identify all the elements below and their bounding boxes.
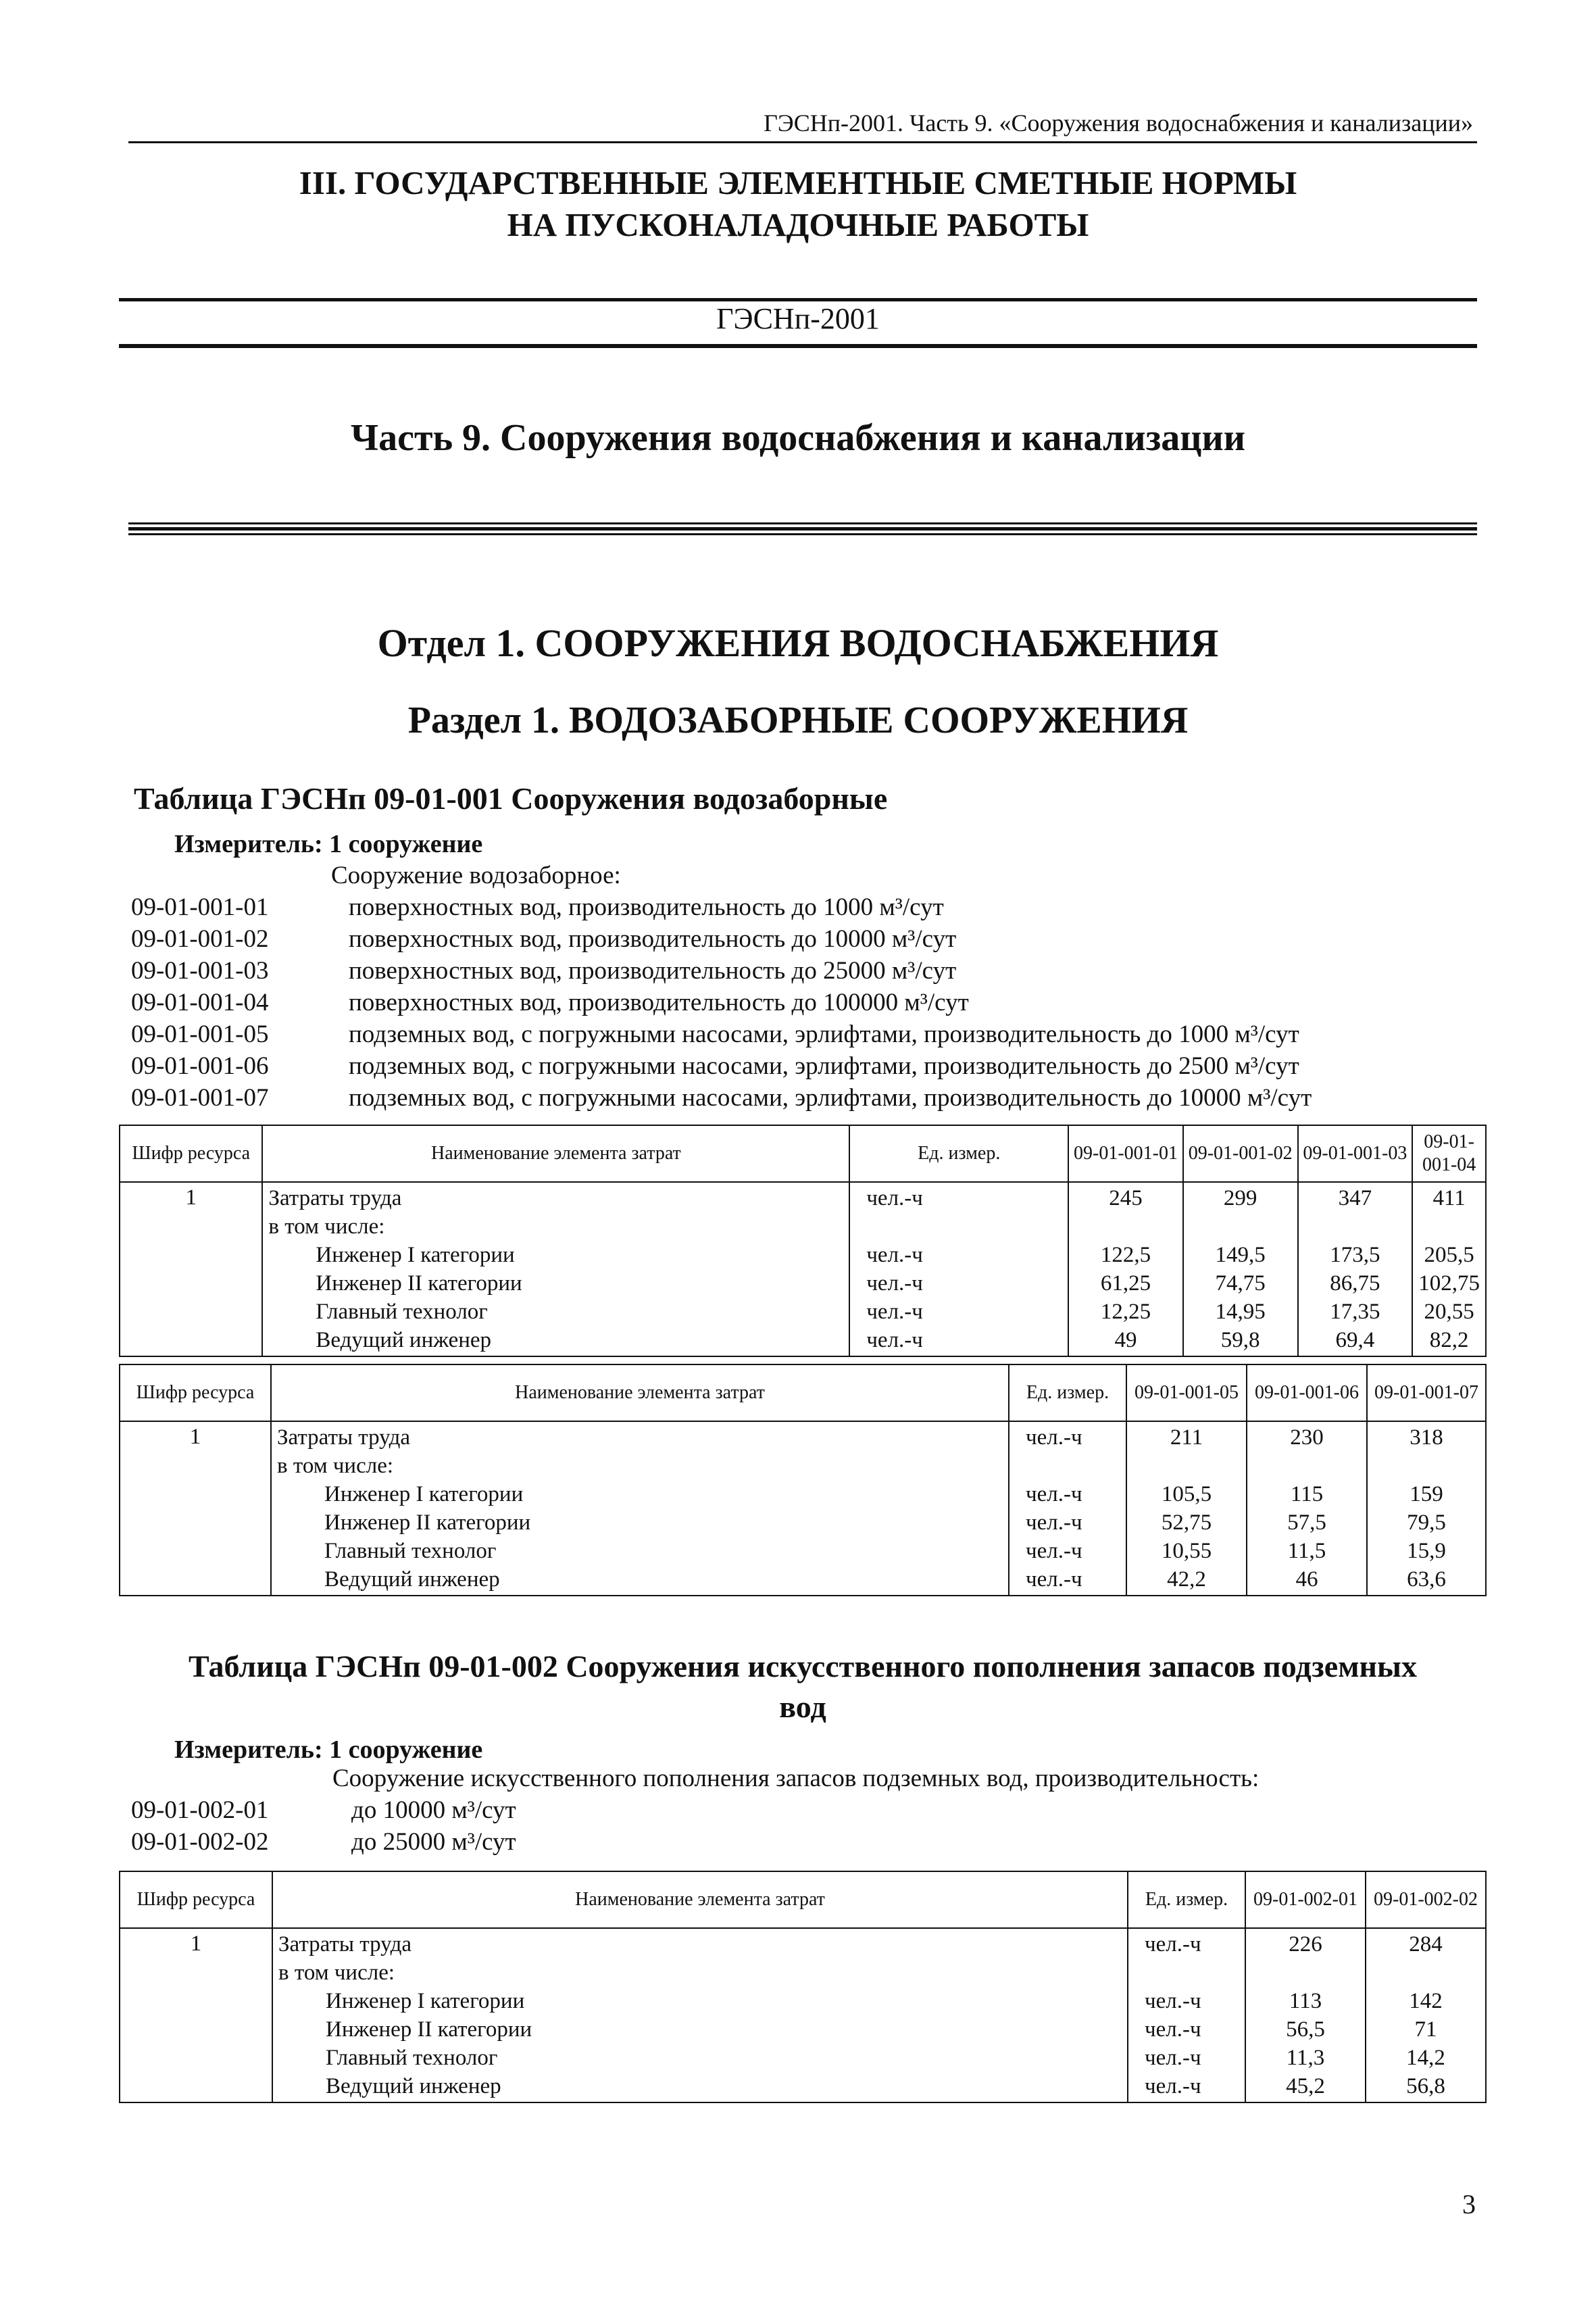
- cost-element-names: Затраты труда в том числе: Инженер I категории Инженер II категории Главный технолог Ведущий инженер: [268, 1186, 522, 1352]
- resource-code: 1: [190, 1931, 202, 1956]
- table1-title: Таблица ГЭСНп 09-01-001 Сооружения водозаборные: [134, 781, 888, 816]
- header-col: 09-01-001-06: [1247, 1364, 1367, 1421]
- header-code: Шифр ресурса: [120, 1125, 262, 1182]
- section-title: [0, 162, 1596, 246]
- list-item: 09-01-001-04 поверхностных вод, производительность до 100000 м³/сут: [131, 989, 969, 1016]
- list-item: 09-01-001-07 подземных вод, с погружными насосами, эрлифтами, производительность до 10000 м³/сут: [131, 1084, 1312, 1112]
- part-rule-2: [128, 527, 1477, 531]
- header-col: 09-01-001-05: [1126, 1364, 1247, 1421]
- cost-element-names: Затраты труда в том числе: Инженер I категории Инженер II категории Главный технолог Ведущий инженер: [277, 1425, 531, 1592]
- list-item: 09-01-001-01 поверхностных вод, производительность до 1000 м³/сут: [131, 893, 944, 921]
- table1-caption: Сооружение водозаборное:: [331, 862, 621, 889]
- header-unit: Ед. измер.: [1009, 1364, 1126, 1421]
- header-name: Наименование элемента затрат: [271, 1364, 1009, 1421]
- norm-values: 347 173,5 86,75 17,35 69,4: [1330, 1186, 1380, 1352]
- table2-caption: Сооружение искусственного пополнения запасов подземных вод, производительность:: [332, 1765, 1260, 1792]
- norm-values: 318 159 79,5 15,9 63,6: [1407, 1425, 1446, 1592]
- norm-values: 411 205,5 102,75 20,55 82,2: [1418, 1186, 1480, 1352]
- list-item: 09-01-001-05 подземных вод, с погружными насосами, эрлифтами, производительность до 1000 м³/сут: [131, 1020, 1299, 1048]
- header-col: 09-01-002-01: [1245, 1871, 1366, 1928]
- part-rule-3: [128, 533, 1477, 535]
- norm-values: 245 122,5 61,25 12,25 49: [1100, 1186, 1151, 1352]
- header-unit: Ед. измер.: [849, 1125, 1068, 1182]
- table-row: [120, 1928, 1486, 2102]
- units: чел.-ч чел.-ч чел.-ч чел.-ч чел.-ч: [1145, 1932, 1201, 2098]
- norm-values: 226 113 56,5 11,3 45,2: [1286, 1932, 1325, 2098]
- department-title: Отдел 1. СООРУЖЕНИЯ ВОДОСНАБЖЕНИЯ: [377, 621, 1219, 665]
- header-col: 09-01-001-02: [1183, 1125, 1298, 1182]
- part-title: Часть 9. Сооружения водоснабжения и канализации: [350, 417, 1245, 459]
- header-name: Наименование элемента затрат: [272, 1871, 1128, 1928]
- header-unit: Ед. измер.: [1128, 1871, 1245, 1928]
- header-col: 09-01-002-02: [1366, 1871, 1486, 1928]
- section-title-line1: III. ГОСУДАРСТВЕННЫЕ ЭЛЕМЕНТНЫЕ СМЕТНЫЕ НОРМЫ: [299, 164, 1297, 201]
- table-row: [120, 1182, 1486, 1356]
- norm-values: 299 149,5 74,75 14,95 59,8: [1215, 1186, 1266, 1352]
- table2-measure: Измеритель: 1 сооружение: [174, 1736, 483, 1764]
- gesn-label: ГЭСНп-2001: [716, 302, 880, 335]
- resource-code: 1: [189, 1425, 201, 1449]
- header-code: Шифр ресурса: [120, 1871, 272, 1928]
- units: чел.-ч чел.-ч чел.-ч чел.-ч чел.-ч: [866, 1186, 923, 1352]
- norm-values: 230 115 57,5 11,5 46: [1287, 1425, 1326, 1592]
- table2-grid: [119, 1871, 1487, 2103]
- header-col: 09-01-001-03: [1298, 1125, 1413, 1182]
- list-item: 09-01-002-01 до 10000 м³/сут: [131, 1796, 516, 1824]
- header-rule: [128, 141, 1477, 143]
- list-item: 09-01-001-06 подземных вод, с погружными насосами, эрлифтами, производительность до 2500 м³/сут: [131, 1052, 1299, 1080]
- header-col: 09-01-001-04: [1412, 1125, 1486, 1182]
- norm-values: 211 105,5 52,75 10,55 42,2: [1161, 1425, 1212, 1592]
- table1-grid-a: [119, 1125, 1487, 1357]
- table1-grid-b: [119, 1364, 1487, 1596]
- table2-title: Таблица ГЭСНп 09-01-002 Сооружения искусственного пополнения запасов подземных вод: [189, 1649, 1417, 1724]
- running-header: ГЭСНп-2001. Часть 9. «Сооружения водоснабжения и канализации»: [764, 109, 1473, 137]
- part-rule-1: [128, 522, 1477, 524]
- gesn-bottom-rule: [119, 344, 1477, 348]
- header-col: 09-01-001-07: [1367, 1364, 1486, 1421]
- table1-measure: Измеритель: 1 сооружение: [174, 830, 483, 858]
- list-item: 09-01-002-02 до 25000 м³/сут: [131, 1828, 516, 1856]
- header-name: Наименование элемента затрат: [262, 1125, 849, 1182]
- table-row: [120, 1421, 1486, 1596]
- header-col: 09-01-001-01: [1068, 1125, 1183, 1182]
- resource-code: 1: [185, 1185, 197, 1210]
- table1-item-list: [131, 860, 1482, 1114]
- list-item: 09-01-001-03 поверхностных вод, производительность до 25000 м³/сут: [131, 957, 957, 985]
- razdel-title: Раздел 1. ВОДОЗАБОРНЫЕ СООРУЖЕНИЯ: [407, 699, 1189, 741]
- list-item: 09-01-001-02 поверхностных вод, производительность до 10000 м³/сут: [131, 925, 957, 953]
- cost-element-names: Затраты труда в том числе: Инженер I категории Инженер II категории Главный технолог Ведущий инженер: [278, 1932, 532, 2098]
- table2-item-list: [131, 1763, 1482, 1858]
- units: чел.-ч чел.-ч чел.-ч чел.-ч чел.-ч: [1026, 1425, 1082, 1592]
- page-number: 3: [1462, 2189, 1476, 2219]
- section-title-line2: НА ПУСКОНАЛАДОЧНЫЕ РАБОТЫ: [507, 206, 1089, 243]
- norm-values: 284 142 71 14,2 56,8: [1406, 1932, 1445, 2098]
- header-code: Шифр ресурса: [120, 1364, 271, 1421]
